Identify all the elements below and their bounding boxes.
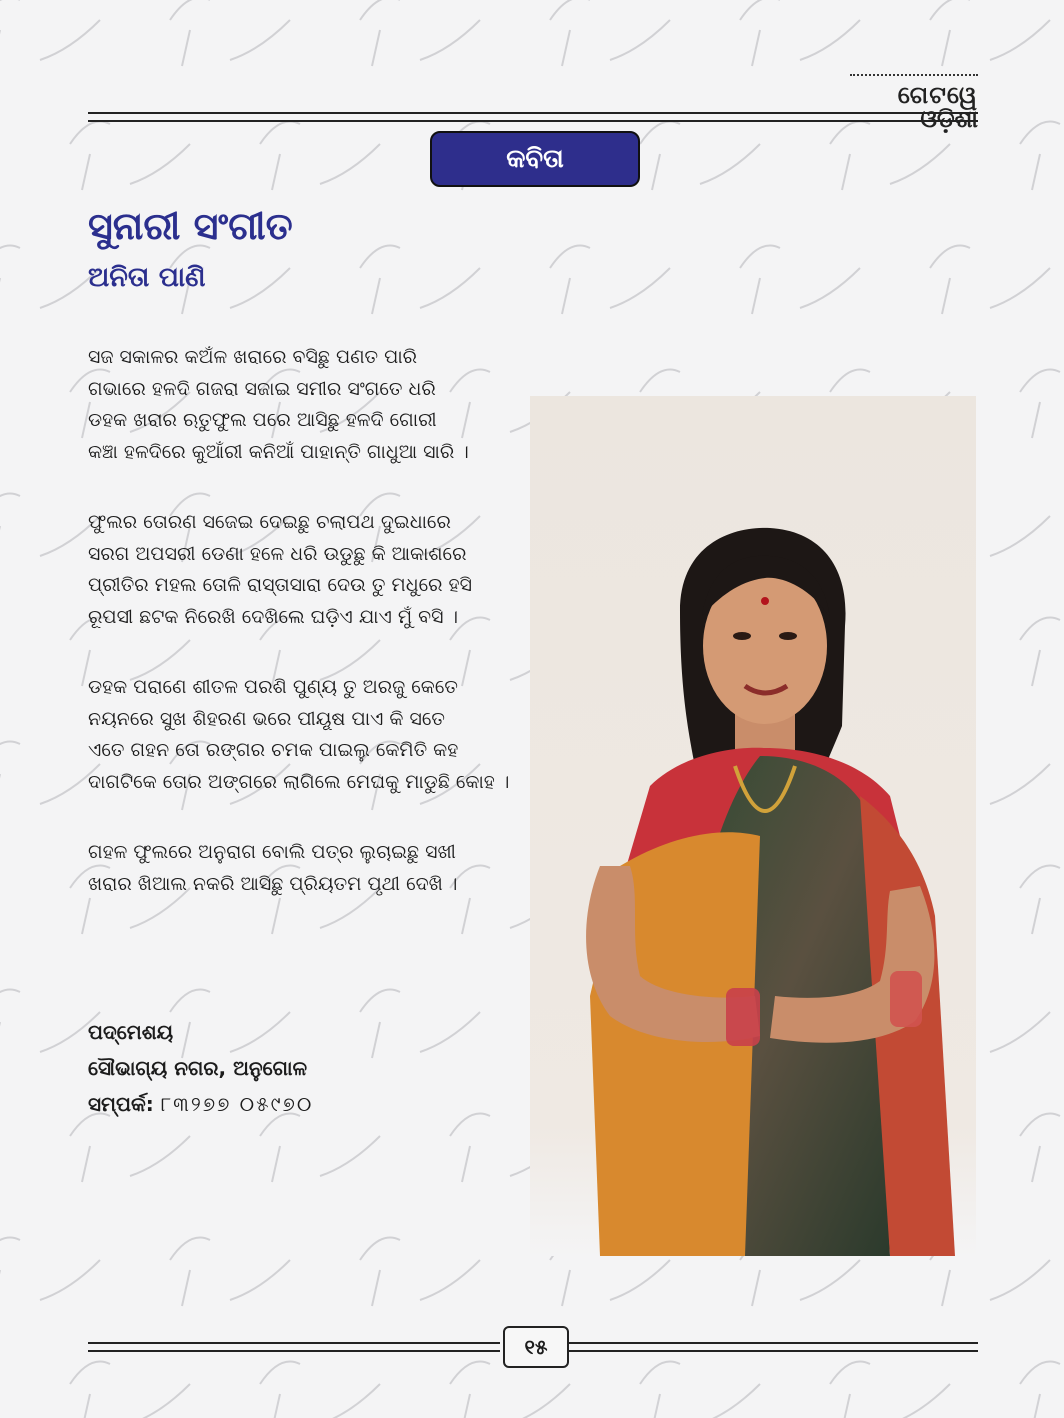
poem-line: ନୟନରେ ସୁଖ ଶିହରଣ ଭରେ ପୀୟୂଷ ପାଏ କି ସତେ <box>88 707 445 730</box>
page-number: ୧୫ <box>503 1326 569 1368</box>
background-stroke <box>170 0 290 66</box>
poem-line: ଦାଗଟିକେ ତୋର ଅଙ୍ଗରେ ଲାଗିଲେ ମେଘକୁ ମାଡୁଛି କୋହ । <box>88 770 510 793</box>
background-stroke <box>70 122 190 191</box>
background-stroke <box>360 246 480 315</box>
background-stroke <box>830 1362 950 1418</box>
top-rule <box>88 112 978 122</box>
background-stroke <box>360 1238 480 1307</box>
poem-line: ଗଭାରେ ହଳଦି ଗଜରା ସଜାଇ ସମୀର ସଂଗତେ ଧରି <box>88 377 436 400</box>
poem-line: ଫୁଲର ତୋରଣ ସଜେଇ ଦେଇଛୁ ଚଲାପଥ ଦୁଇଧାରେ <box>88 511 451 533</box>
poem-line: ସଜ ସକାଳର କଅଁଳ ଖରାରେ ବସିଛୁ ପଣତ ପାରି <box>88 346 418 368</box>
background-stroke <box>0 494 100 563</box>
background-stroke <box>260 1114 380 1183</box>
bottom-rule-right <box>568 1342 978 1352</box>
background-stroke <box>0 1238 100 1307</box>
poem-line: ପ୍ରୀତିର ମହଲ ତୋଳି ରାସ୍ତାସାରା ଦେଉ ତୁ ମଧୁରେ ହସି <box>88 574 472 596</box>
background-stroke <box>0 742 100 811</box>
poem-line: ଗହଳ ଫୁଲରେ ଅନୁରାଗ ବୋଲି ପତ୍ର ଲୁଚାଇଛୁ ସଖୀ <box>88 841 456 863</box>
signature-contact <box>88 1086 313 1122</box>
stanza <box>88 672 568 798</box>
background-stroke <box>1020 1114 1064 1183</box>
background-stroke <box>360 990 480 1059</box>
background-stroke <box>1020 618 1064 687</box>
masthead-line-2: ଓଡ଼ିଶା <box>920 105 978 133</box>
bindi <box>761 597 769 605</box>
background-stroke <box>0 990 100 1059</box>
background-stroke <box>450 1362 570 1418</box>
section-tag: କବିତା <box>430 131 640 187</box>
background-stroke <box>360 0 480 66</box>
background-stroke <box>740 246 860 315</box>
bottom-rule-left <box>88 1342 500 1352</box>
background-stroke <box>930 246 1050 315</box>
poem-line: ଡହକ ଖରାର ଋତୁଫୁଲ ପରେ ଆସିଛୁ ହଳଦି ଗୋରୀ <box>88 409 437 431</box>
bangles-right <box>890 971 922 1027</box>
poem-line: ଡହକ ପରାଣେ ଶୀତଳ ପରଶି ପୁଣ୍ୟ ତୁ ଅରଜୁ କେତେ <box>88 676 458 698</box>
background-stroke <box>0 246 100 315</box>
poem-title: ସୁନାରୀ ସଂଗୀତ <box>88 204 293 248</box>
background-stroke <box>1020 370 1064 439</box>
masthead-decoration <box>850 74 978 80</box>
poem-line: କଞ୍ଚା ହଳଦିରେ କୁଆଁରୀ କନିଆଁ ପାହାନ୍ତି ଗାଧୁଆ ସାରି । <box>88 440 469 463</box>
background-stroke <box>260 1362 380 1418</box>
background-stroke <box>1020 866 1064 935</box>
background-stroke <box>0 0 100 66</box>
poem-author: ଅନିତା ପାଣି <box>88 262 206 293</box>
signature-address: ସୌଭାଗ୍ୟ ନଗର, ଅନୁଗୋଳ <box>88 1056 308 1080</box>
left-eye <box>733 632 751 640</box>
masthead-logo <box>850 74 978 131</box>
background-stroke <box>170 1238 290 1307</box>
poem-line: ଏତେ ଗହନ ତୋ ରଙ୍ଗର ଚମକ ପାଇଲୁ କେମିତି କହ <box>88 739 459 761</box>
poem-line: ଖରାର ଖିଆଲ ନକରି ଆସିଛୁ ପ୍ରିୟତମ ପୃଥୀ ଦେଖି । <box>88 872 458 895</box>
right-eye <box>779 632 797 640</box>
stanza <box>88 837 568 900</box>
background-stroke <box>1020 122 1064 191</box>
background-stroke <box>930 0 1050 66</box>
background-stroke <box>740 0 860 66</box>
poem-line: ସରଗ ଅପସରୀ ଡେଣା ହଳେ ଧରି ଉଡୁଛୁ କି ଆକାଶରେ <box>88 542 467 565</box>
poem-line: ରୂପସୀ ଛଟକ ନିରେଖି ଦେଖିଲେ ଘଡ଼ିଏ ଯାଏ ମୁଁ ବସି । <box>88 605 459 628</box>
bangles-left <box>726 988 760 1046</box>
author-photo <box>530 396 976 1256</box>
background-stroke <box>260 122 380 191</box>
contact-number: ୮୩୨୭୭ ୦୫୯୭୦ <box>160 1092 314 1116</box>
stanza <box>88 507 568 633</box>
author-signature <box>88 1014 313 1122</box>
background-stroke <box>550 0 670 66</box>
contact-label: ସମ୍ପର୍କ: <box>88 1092 154 1116</box>
poem-body <box>88 342 568 939</box>
background-stroke <box>640 1362 760 1418</box>
background-stroke <box>1020 1362 1064 1418</box>
background-stroke <box>640 122 760 191</box>
background-stroke <box>550 246 670 315</box>
masthead-line-1: ଗେଟୱେ <box>897 81 978 109</box>
background-stroke <box>70 1114 190 1183</box>
background-stroke <box>70 1362 190 1418</box>
signature-place: ପଦ୍ମେଶୟ <box>88 1020 174 1044</box>
stanza <box>88 342 568 468</box>
